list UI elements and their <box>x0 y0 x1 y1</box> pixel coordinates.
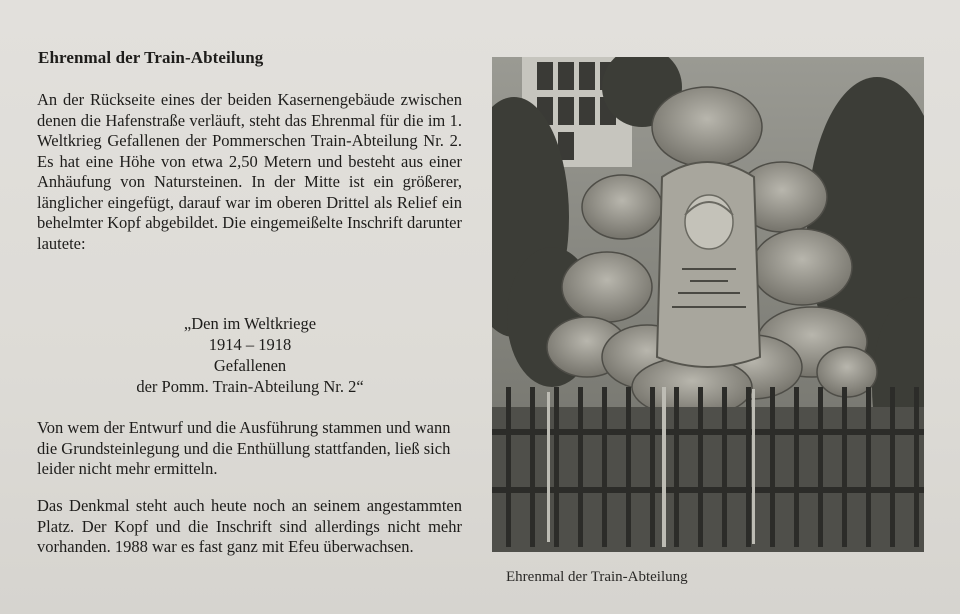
inscription-line-2: 1914 – 1918 <box>208 335 292 354</box>
inscription-line-1: „Den im Weltkriege <box>183 314 317 333</box>
inscription-line-3: Gefallenen <box>213 356 287 375</box>
paragraph-present: Das Denkmal steht auch heute noch an seinem angestammten Platz. Der Kopf und die Inschrift sind allerdings nicht mehr vorhanden. 1988 war es fast ganz mit Efeu überwachsen. <box>37 496 462 556</box>
memorial-photo <box>492 57 924 552</box>
paragraph-description: An der Rückseite eines der beiden Kasernengebäude zwischen denen die Hafenstraße verläuft, steht das Ehrenmal für die im 1. Weltkrieg Gefallenen der Pommerschen Train-Abteilung Nr. 2. Es hat eine Höhe von etwa 2,50 Metern und besteht aus einer Anhäufung von Natursteinen. In der Mitte ist ein größerer, länglicher eingefügt, darauf war im oberen Drittel als Relief ein behelmter Kopf abgebildet. Die eingemeißelte Inschrift darunter lautete: <box>37 90 462 253</box>
photo-caption: Ehrenmal der Train-Abteilung <box>506 569 688 585</box>
inscription-line-4: der Pomm. Train-Abteilung Nr. 2“ <box>136 377 364 396</box>
inscription-quote <box>100 313 400 397</box>
paragraph-origin: Von wem der Entwurf und die Ausführung stammen und wann die Grundsteinlegung und die Enthüllung stattfanden, ließ sich leider nicht mehr ermitteln. <box>37 418 451 478</box>
memorial-photo-illustration <box>492 57 924 552</box>
section-heading: Ehrenmal der Train-Abteilung <box>38 48 264 67</box>
